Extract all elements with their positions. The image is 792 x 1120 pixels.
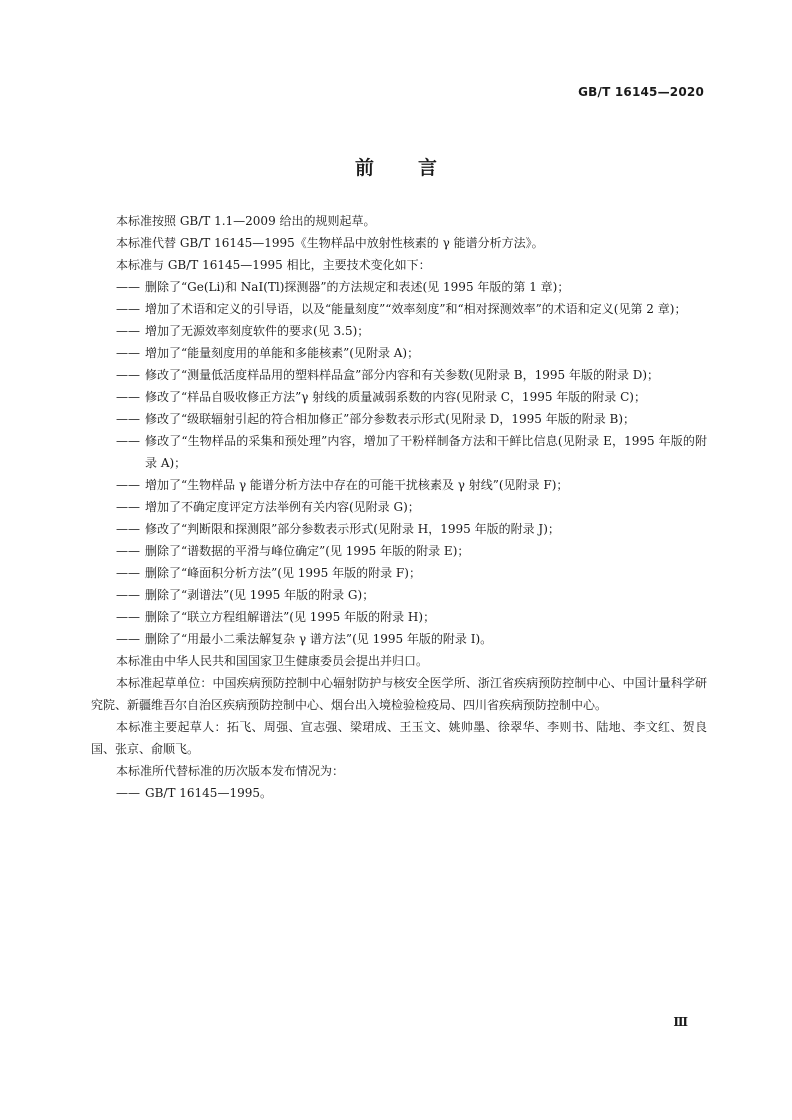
change-item — [91, 540, 707, 562]
change-item-text: 删除了“峰面积分析方法”(见 1995 年版的附录 F)； — [145, 566, 421, 580]
change-item-text: 修改了“判断限和探测限”部分参数表示形式(见附录 H，1995 年版的附录 J)； — [145, 522, 560, 536]
dash-mark: —— — [116, 544, 140, 558]
change-item — [91, 606, 707, 628]
dash-mark: —— — [116, 434, 140, 448]
change-item-text: 增加了“能量刻度用的单能和多能核素”(见附录 A)； — [145, 346, 420, 360]
change-item-text: 增加了“生物样品 γ 能谱分析方法中存在的可能干扰核素及 γ 射线”(见附录 F)； — [145, 478, 569, 492]
dash-mark: —— — [116, 566, 140, 580]
change-item — [91, 474, 707, 496]
history-item — [91, 782, 707, 804]
dash-mark: —— — [116, 610, 140, 624]
change-item — [91, 320, 707, 342]
change-item-text: 增加了无源效率刻度软件的要求(见 3.5)； — [145, 324, 370, 338]
dash-mark: —— — [116, 368, 140, 382]
change-item-text: 修改了“级联辐射引起的符合相加修正”部分参数表示形式(见附录 D，1995 年版的附录 B)； — [145, 412, 636, 426]
dash-mark: —— — [116, 500, 140, 514]
change-item-text: 修改了“测量低活度样品用的塑料样品盒”部分内容和有关参数(见附录 B，1995 年版的附录 D)； — [145, 368, 660, 382]
change-item-text: 修改了“样品自吸收修正方法”γ 射线的质量减弱系数的内容(见附录 C，1995 年版的附录 C)； — [145, 390, 646, 404]
foreword-body — [91, 210, 707, 804]
change-item-text: 删除了“联立方程组解谱法”(见 1995 年版的附录 H)； — [145, 610, 436, 624]
drafters-paragraph: 本标准主要起草人：拓飞、周强、宣志强、梁珺成、王玉文、姚帅墨、徐翠华、李则书、陆地、李文红、贺良国、张京、俞顺飞。 — [91, 720, 707, 756]
standard-code: GB/T 16145—2020 — [578, 85, 704, 99]
change-item — [91, 342, 707, 364]
intro-paragraph: 本标准与 GB/T 16145—1995 相比，主要技术变化如下： — [116, 258, 431, 272]
history-intro-paragraph: 本标准所代替标准的历次版本发布情况为： — [116, 764, 345, 778]
dash-mark: —— — [116, 390, 140, 404]
dash-mark: —— — [116, 324, 140, 338]
dash-mark: —— — [116, 786, 140, 800]
change-item — [91, 584, 707, 606]
dash-mark: —— — [116, 412, 140, 426]
dash-mark: —— — [116, 632, 140, 646]
dash-mark: —— — [116, 346, 140, 360]
change-item-text: 增加了术语和定义的引导语，以及“能量刻度”“效率刻度”和“相对探测效率”的术语和定义(见第 2 章)； — [145, 302, 687, 316]
intro-paragraph: 本标准按照 GB/T 1.1—2009 给出的规则起草。 — [116, 214, 376, 228]
change-item-text: 删除了“Ge(Li)和 NaI(Tl)探测器”的方法规定和表述(见 1995 年版的第 1 章)； — [145, 280, 570, 294]
dash-mark: —— — [116, 522, 140, 536]
change-item — [91, 430, 707, 474]
dash-mark: —— — [116, 280, 140, 294]
change-item — [91, 518, 707, 540]
change-item — [91, 276, 707, 298]
page-title: 前言 — [354, 157, 481, 179]
dash-mark: —— — [116, 302, 140, 316]
change-item-text: 修改了“生物样品的采集和预处理”内容，增加了干粉样制备方法和干鲜比信息(见附录 E，1995 年版的附录 A)； — [145, 434, 707, 470]
change-item — [91, 496, 707, 518]
change-item-text: 删除了“用最小二乘法解复杂 γ 谱方法”(见 1995 年版的附录 I)。 — [145, 632, 493, 646]
dash-mark: —— — [116, 588, 140, 602]
change-item — [91, 628, 707, 650]
change-item — [91, 386, 707, 408]
change-item-text: 删除了“谱数据的平滑与峰位确定”(见 1995 年版的附录 E)； — [145, 544, 470, 558]
drafting-units-paragraph: 本标准起草单位：中国疾病预防控制中心辐射防护与核安全医学所、浙江省疾病预防控制中心、中国计量科学研究院、新疆维吾尔自治区疾病预防控制中心、烟台出入境检验检疫局、四川省疾病预防控制中心。 — [91, 676, 707, 712]
page-number: Ⅲ — [673, 1015, 688, 1029]
change-item-text: 增加了不确定度评定方法举例有关内容(见附录 G)； — [145, 500, 420, 514]
change-item — [91, 364, 707, 386]
proposed-by-paragraph: 本标准由中华人民共和国国家卫生健康委员会提出并归口。 — [116, 654, 429, 668]
intro-paragraph: 本标准代替 GB/T 16145—1995《生物样品中放射性核素的 γ 能谱分析方法》。 — [116, 236, 544, 250]
dash-mark: —— — [116, 478, 140, 492]
change-item-text: 删除了“剥谱法”(见 1995 年版的附录 G)； — [145, 588, 375, 602]
change-item — [91, 408, 707, 430]
history-item-text: GB/T 16145—1995。 — [145, 786, 272, 800]
change-item — [91, 298, 707, 320]
change-item — [91, 562, 707, 584]
